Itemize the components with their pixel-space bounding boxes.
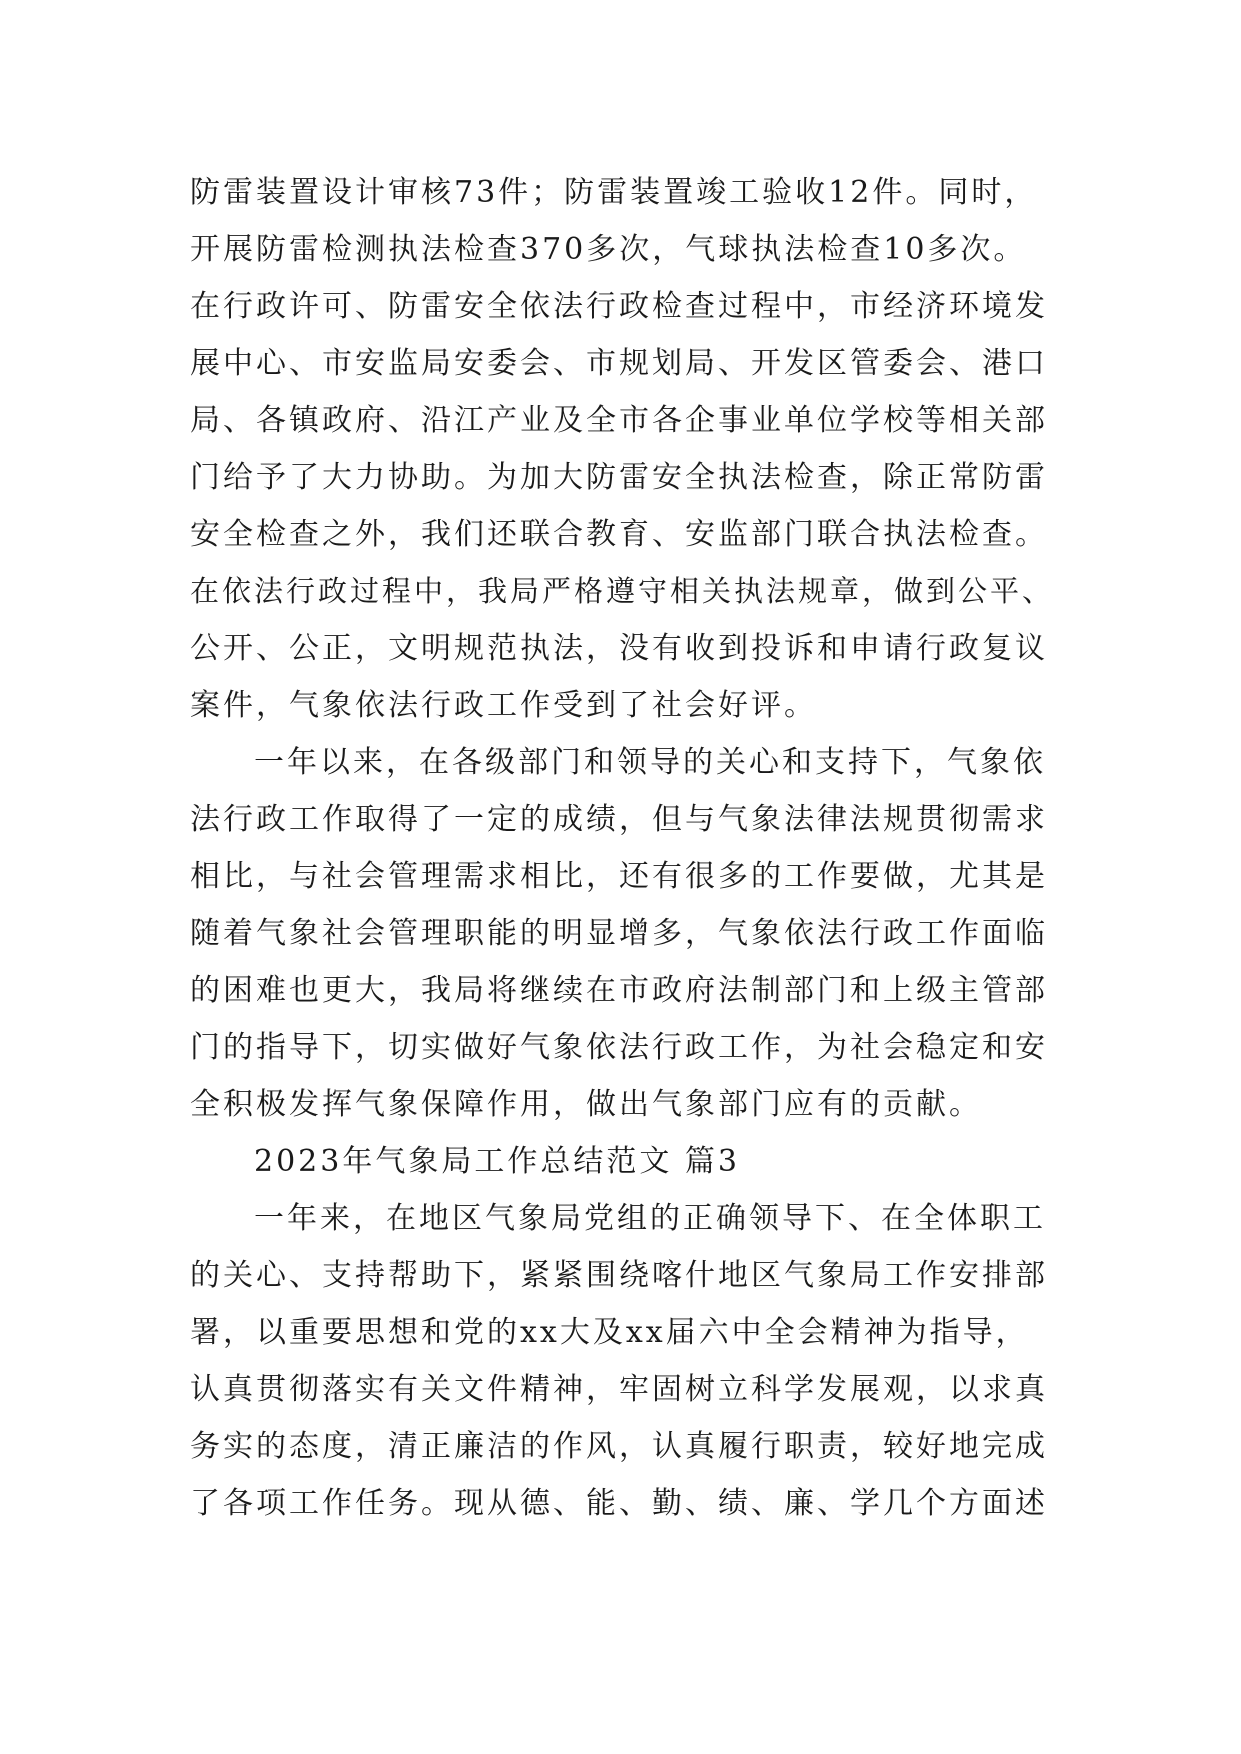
section-heading: 2023年气象局工作总结范文 篇3 <box>254 1144 740 1179</box>
text-line: 开展防雷检测执法检查370多次，气球执法检查10多次。 <box>190 232 1027 267</box>
text-line: 相比，与社会管理需求相比，还有很多的工作要做，尤其是 <box>190 859 1048 894</box>
text-line: 务实的态度，清正廉洁的作风，认真履行职责，较好地完成 <box>190 1429 1048 1464</box>
text-line: 全积极发挥气象保障作用，做出气象部门应有的贡献。 <box>190 1087 982 1122</box>
text-line: 一年来，在地区气象局党组的正确领导下、在全体职工 <box>254 1201 1046 1236</box>
text-line: 门给予了大力协助。为加大防雷安全执法检查，除正常防雷 <box>190 460 1048 495</box>
text-line: 展中心、市安监局安委会、市规划局、开发区管委会、港口 <box>190 346 1048 381</box>
body-text <box>190 164 1062 1532</box>
text-line: 的关心、支持帮助下，紧紧围绕喀什地区气象局工作安排部 <box>190 1258 1048 1293</box>
text-line: 公开、公正，文明规范执法，没有收到投诉和申请行政复议 <box>190 631 1048 666</box>
text-line: 署，以重要思想和党的xx大及xx届六中全会精神为指导， <box>190 1315 1029 1350</box>
text-line: 法行政工作取得了一定的成绩，但与气象法律法规贯彻需求 <box>190 802 1048 837</box>
text-line: 案件，气象依法行政工作受到了社会好评。 <box>190 688 817 723</box>
text-line: 的困难也更大，我局将继续在市政府法制部门和上级主管部 <box>190 973 1048 1008</box>
text-line: 在依法行政过程中，我局严格遵守相关执法规章，做到公平、 <box>190 574 1055 608</box>
text-line: 认真贯彻落实有关文件精神，牢固树立科学发展观，以求真 <box>190 1372 1048 1407</box>
text-line: 随着气象社会管理职能的明显增多，气象依法行政工作面临 <box>190 916 1048 951</box>
text-line: 安全检查之外，我们还联合教育、安监部门联合执法检查。 <box>190 517 1048 552</box>
text-line: 局、各镇政府、沿江产业及全市各企事业单位学校等相关部 <box>190 403 1048 438</box>
text-line: 一年以来，在各级部门和领导的关心和支持下，气象依 <box>254 745 1046 780</box>
text-line: 在行政许可、防雷安全依法行政检查过程中，市经济环境发 <box>190 289 1048 324</box>
text-line: 防雷装置设计审核73件；防雷装置竣工验收12件。同时， <box>190 175 1038 210</box>
text-line: 了各项工作任务。现从德、能、勤、绩、廉、学几个方面述 <box>190 1486 1048 1521</box>
text-line: 门的指导下，切实做好气象依法行政工作，为社会稳定和安 <box>190 1030 1048 1065</box>
